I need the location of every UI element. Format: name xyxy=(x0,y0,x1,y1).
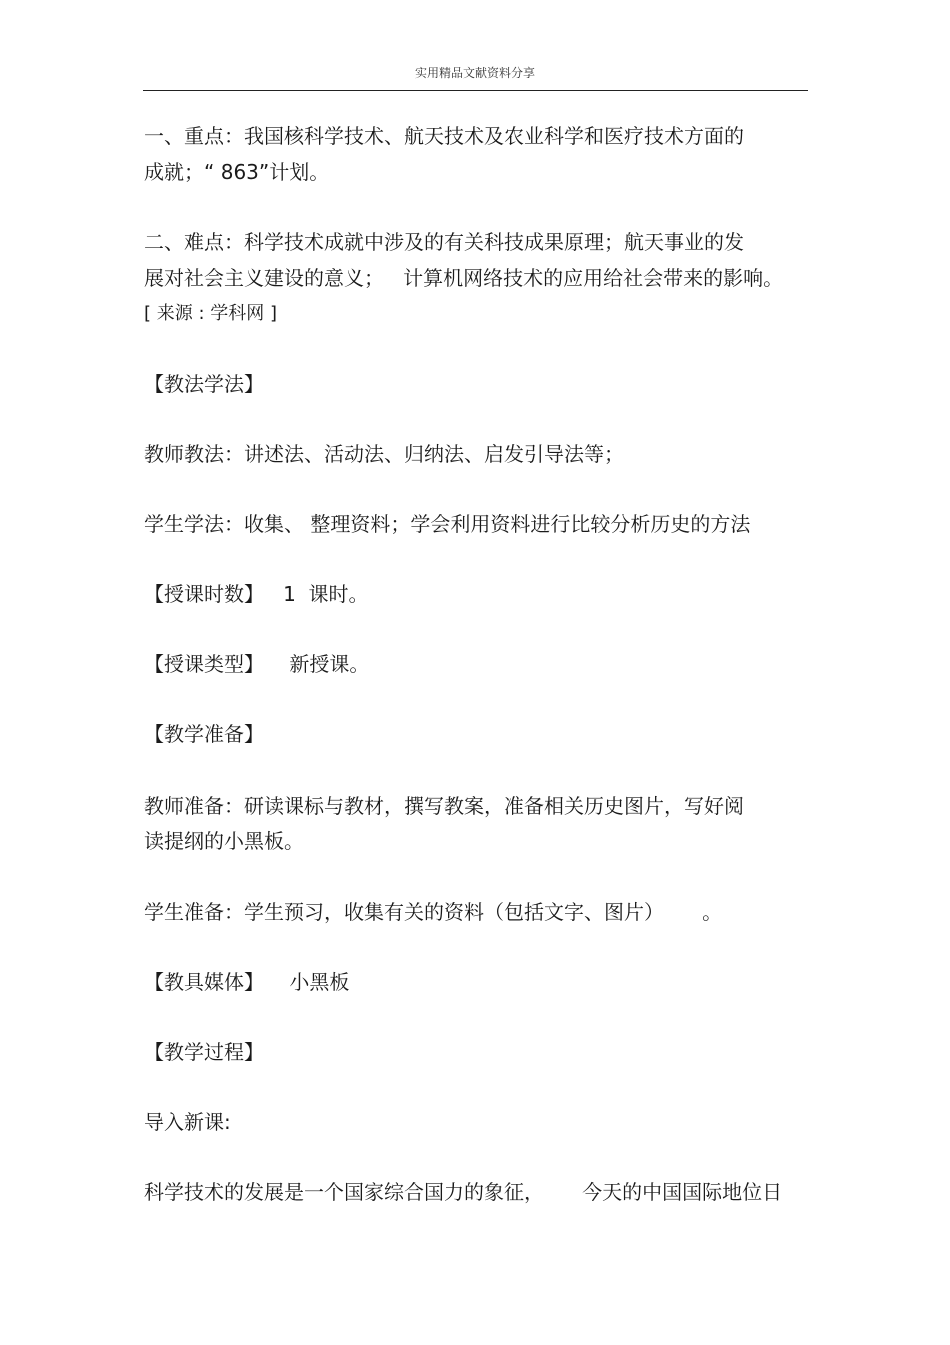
class-hours: 【授课时数】 1 课时。 xyxy=(144,582,369,606)
methods-heading: 【教法学法】 xyxy=(144,372,264,396)
source-note: [ 来源 : 学科网 ] xyxy=(144,303,277,324)
intro-text: 科学技术的发展是一个国家综合国力的象征， 今天的中国国际地位日 xyxy=(144,1180,783,1204)
difficult-points-line-1: 二、难点：科学技术成就中涉及的有关科技成果原理；航天事业的发 xyxy=(144,230,744,254)
header-divider xyxy=(143,90,808,91)
teacher-method: 教师教法：讲述法、活动法、归纳法、启发引导法等； xyxy=(144,442,624,466)
key-points-line-2: 成就；“ 863”计划。 xyxy=(144,160,330,184)
student-prep: 学生准备：学生预习，收集有关的资料（包括文字、图片） 。 xyxy=(144,900,723,924)
key-points-line-1: 一、重点：我国核科学技术、航天技术及农业科学和医疗技术方面的 xyxy=(144,124,744,148)
class-type: 【授课类型】 新授课。 xyxy=(144,652,370,676)
intro-label: 导入新课: xyxy=(144,1110,231,1134)
process-heading: 【教学过程】 xyxy=(144,1040,264,1064)
running-header: 实用精品文献资料分享 xyxy=(414,66,535,80)
teacher-prep-line-1: 教师准备：研读课标与教材，撰写教案，准备相关历史图片，写好阅 xyxy=(144,794,744,818)
student-method: 学生学法：收集、 整理资料；学会利用资料进行比较分析历史的方法 xyxy=(144,512,751,536)
teacher-prep-line-2: 读提纲的小黑板。 xyxy=(144,829,304,853)
teaching-media: 【教具媒体】 小黑板 xyxy=(144,970,350,994)
prep-heading: 【教学准备】 xyxy=(144,722,264,746)
difficult-points-line-2: 展对社会主义建设的意义； 计算机网络技术的应用给社会带来的影响。 xyxy=(144,266,784,290)
